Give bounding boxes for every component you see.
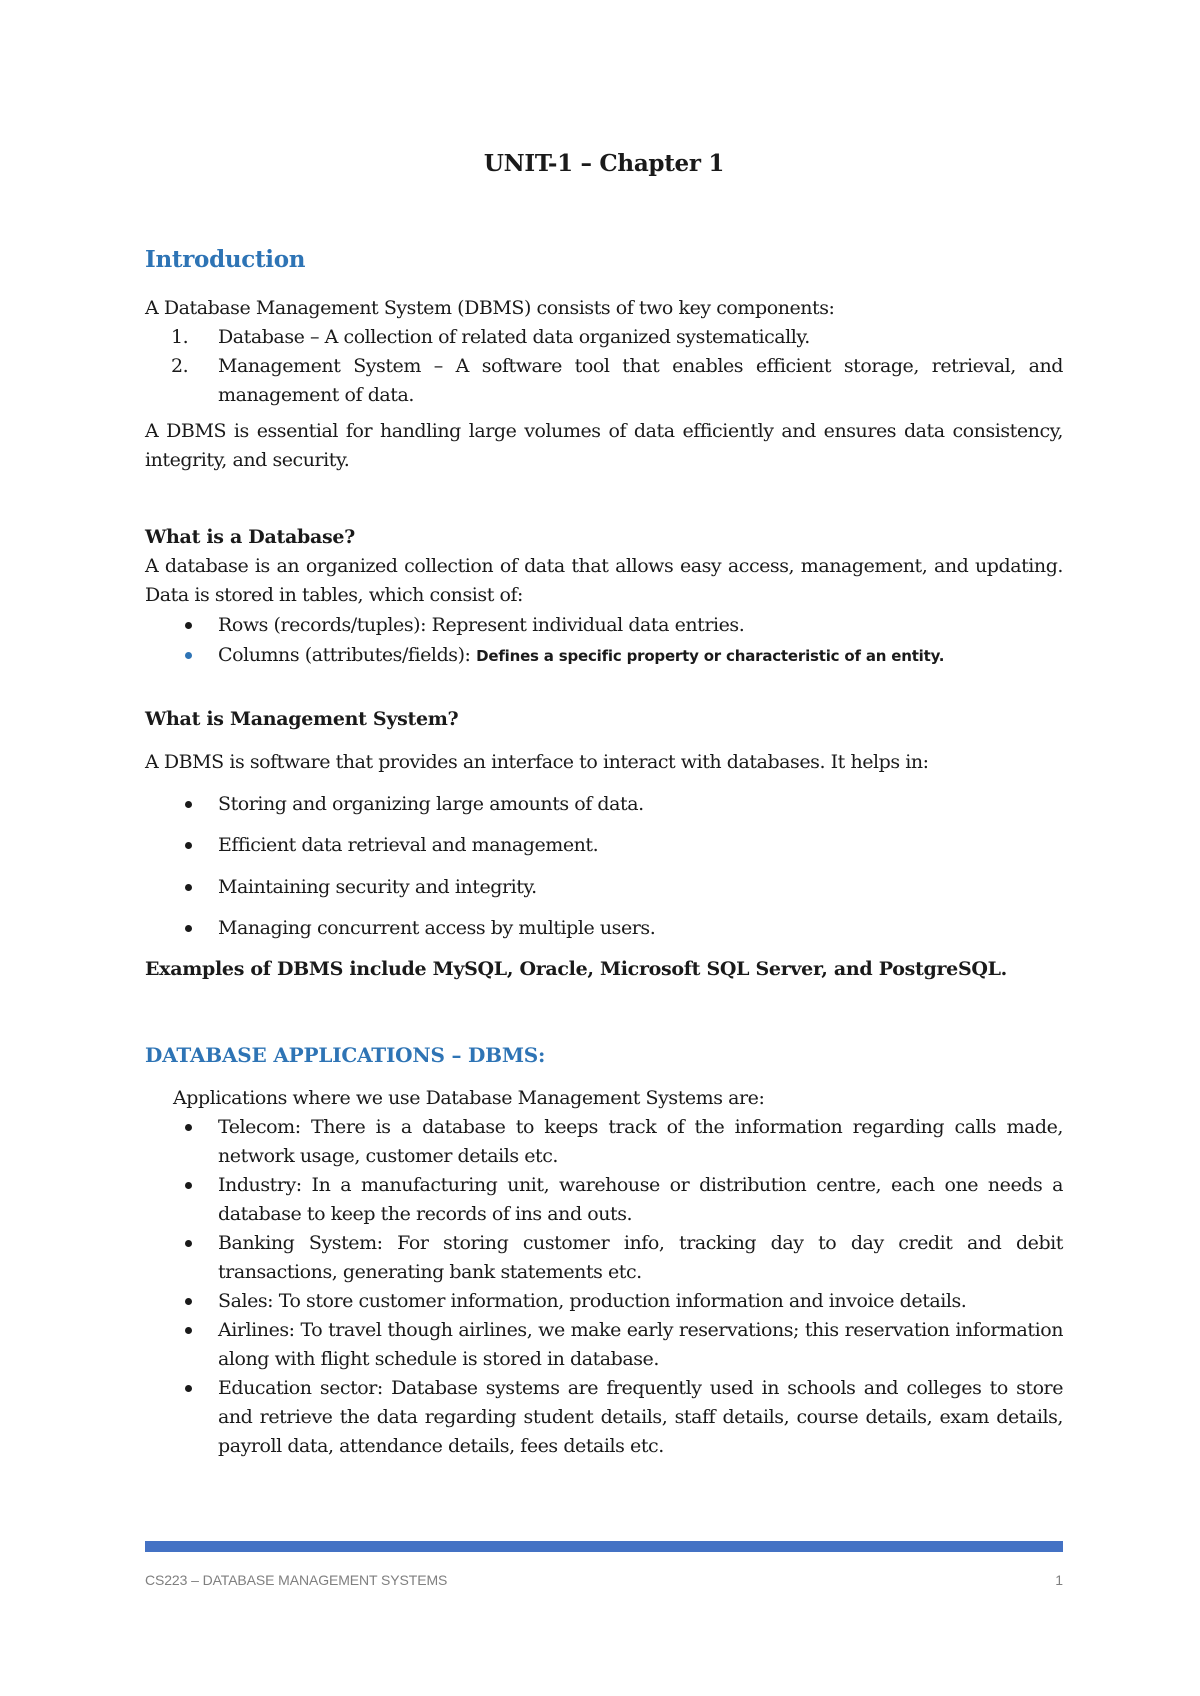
intro-lead: A Database Management System (DBMS) consists of two key components: — [145, 297, 835, 319]
footer-divider — [145, 1541, 1063, 1552]
list-item-text: Industry: In a manufacturing unit, warehouse or distribution centre, each one needs a database to keep the records of ins and outs. — [218, 1174, 1063, 1225]
page-number: 1 — [1055, 1572, 1063, 1588]
bullet-icon — [185, 1385, 192, 1392]
list-item-text: Managing concurrent access by multiple users. — [218, 917, 656, 939]
section-heading-applications: DATABASE APPLICATIONS – DBMS: — [145, 1043, 546, 1067]
bullet-icon — [185, 652, 192, 659]
bullet-icon — [185, 925, 192, 932]
bullet-icon — [185, 1327, 192, 1334]
bullet-icon — [185, 1240, 192, 1247]
list-item-text: Maintaining security and integrity. — [218, 876, 537, 898]
list-item-text — [218, 641, 1063, 671]
list-item-definition: Defines a specific property or characteristic of an entity. — [476, 647, 945, 665]
applications-lead: Applications where we use Database Management Systems are: — [173, 1087, 765, 1109]
item-number: 1. — [171, 326, 189, 348]
bullet-icon — [185, 884, 192, 891]
bullet-icon — [185, 801, 192, 808]
bullet-icon — [185, 1298, 192, 1305]
list-item-text: Education sector: Database systems are frequently used in schools and colleges to store and retrieve the data regarding student details, staff details, course details, exam details, payroll data, attendance details, fees details etc. — [218, 1377, 1063, 1457]
list-item-text: Sales: To store customer information, production information and invoice details. — [218, 1290, 967, 1312]
database-body: A database is an organized collection of data that allows easy access, management, and updating. Data is stored in tables, which consist of: — [145, 555, 1063, 606]
section-heading-introduction: Introduction — [145, 246, 306, 273]
section-heading-database: What is a Database? — [145, 526, 355, 548]
list-item-text: Efficient data retrieval and management. — [218, 834, 599, 856]
bullet-icon — [185, 622, 192, 629]
bullet-icon — [185, 1182, 192, 1189]
list-item-text: Rows (records/tuples): Represent individual data entries. — [218, 614, 745, 636]
list-item-label: Columns (attributes/fields): — [218, 644, 477, 666]
list-item-text: Telecom: There is a database to keeps track of the information regarding calls made, network usage, customer details etc. — [218, 1116, 1063, 1167]
item-text: Management System – A software tool that enables efficient storage, retrieval, and management of data. — [218, 355, 1063, 406]
intro-closing: A DBMS is essential for handling large volumes of data efficiently and ensures data consistency, integrity, and security. — [145, 420, 1063, 471]
item-text: Database – A collection of related data organized systematically. — [218, 326, 810, 348]
footer-course-title: CS223 – DATABASE MANAGEMENT SYSTEMS — [145, 1572, 448, 1588]
section-heading-management: What is Management System? — [145, 708, 459, 730]
bullet-icon — [185, 1124, 192, 1131]
list-item-text: Airlines: To travel though airlines, we make early reservations; this reservation information along with flight schedule is stored in database. — [218, 1319, 1063, 1370]
item-number: 2. — [171, 355, 189, 377]
page-title: UNIT-1 – Chapter 1 — [483, 150, 725, 177]
examples-statement: Examples of DBMS include MySQL, Oracle, Microsoft SQL Server, and PostgreSQL. — [145, 958, 1007, 980]
list-item-text: Banking System: For storing customer info, tracking day to day credit and debit transactions, generating bank statements etc. — [218, 1232, 1063, 1283]
bullet-icon — [185, 842, 192, 849]
list-item-text: Storing and organizing large amounts of data. — [218, 793, 644, 815]
management-body: A DBMS is software that provides an interface to interact with databases. It helps in: — [145, 751, 929, 773]
